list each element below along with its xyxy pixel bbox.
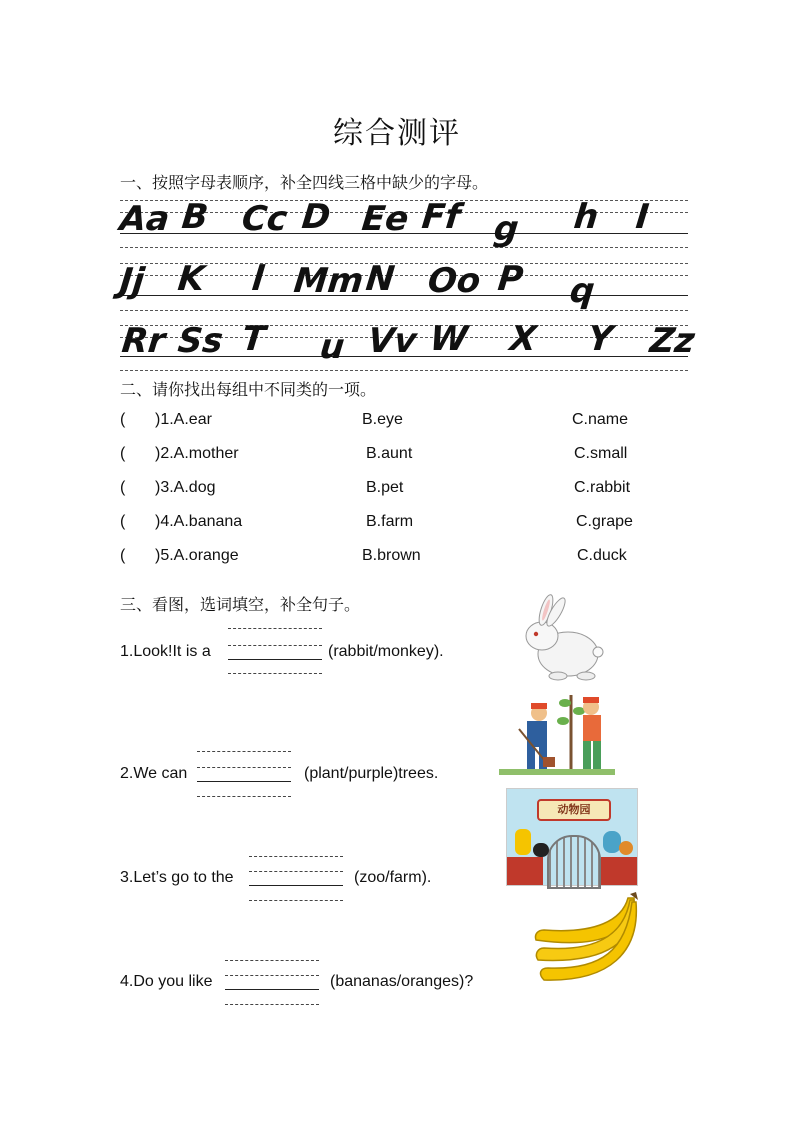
letter-glyph: Zz: [647, 321, 697, 361]
letter-glyph: D: [299, 197, 333, 237]
letter-glyph: Oo: [425, 261, 483, 301]
letter-glyph: Aa: [117, 199, 172, 239]
lion-icon: [619, 841, 633, 855]
letter-glyph: T: [239, 319, 268, 359]
gate-wall-right: [601, 857, 637, 885]
giraffe-icon: [515, 829, 531, 855]
section1-heading: 一、按照字母表顺序，补全四线三格中缺少的字母。: [120, 173, 489, 192]
answer-paren[interactable]: (: [120, 479, 126, 496]
sentence-prefix: 4.Do you like: [120, 973, 213, 990]
letter-glyph: Jj: [117, 261, 147, 301]
zoo-sign: 动物园: [537, 799, 611, 821]
letter-glyph: Vv: [365, 321, 419, 361]
letter-glyph: I: [633, 197, 651, 237]
zoo-image: [506, 788, 638, 886]
option-b: B.aunt: [366, 445, 413, 462]
panda-icon: [533, 843, 549, 857]
sentence-prefix: 1.Look!It is a: [120, 643, 211, 660]
section2-heading: 二、请你找出每组中不同类的一项。: [120, 380, 377, 399]
letter-glyph: K: [175, 259, 207, 299]
letter-glyph: q: [567, 271, 597, 311]
letter-glyph: Rr: [119, 321, 168, 361]
letter-glyph: B: [179, 197, 211, 237]
option-c: C.grape: [576, 513, 633, 530]
page-title: 综合测评: [333, 116, 461, 151]
option-b: B.pet: [366, 479, 404, 496]
answer-paren[interactable]: (: [120, 513, 126, 530]
letter-glyph: Ff: [419, 197, 463, 237]
letter-glyph: Mm: [291, 261, 366, 301]
answer-paren[interactable]: (: [120, 445, 126, 462]
letter-glyph: Cc: [239, 199, 290, 239]
letter-glyph: W: [427, 319, 470, 359]
option-b: B.brown: [362, 547, 421, 564]
gate-wall-left: [507, 857, 543, 885]
option-a: )2.A.mother: [155, 445, 239, 462]
sentence-suffix: (rabbit/monkey).: [328, 643, 444, 660]
option-a: )3.A.dog: [155, 479, 216, 496]
letter-glyph: Ee: [359, 199, 411, 239]
sentence-suffix: (plant/purple)trees.: [304, 765, 439, 782]
letter-glyph: P: [495, 259, 526, 299]
letter-glyph: X: [507, 319, 539, 359]
sentence-suffix: (zoo/farm).: [354, 869, 432, 886]
zoo-gate: [547, 835, 601, 889]
letter-glyph: g: [491, 209, 521, 249]
option-a: )5.A.orange: [155, 547, 239, 564]
answer-paren[interactable]: (: [120, 411, 126, 428]
letter-glyph: h: [571, 197, 601, 237]
letter-glyph: Ss: [175, 321, 225, 361]
section3-heading: 三、看图，选词填空，补全句子。: [120, 595, 361, 614]
option-c: C.small: [574, 445, 628, 462]
option-c: C.duck: [577, 547, 627, 564]
letter-glyph: N: [363, 259, 397, 299]
option-b: B.eye: [362, 411, 403, 428]
option-b: B.farm: [366, 513, 414, 530]
planting-trees-image: [499, 685, 615, 777]
letter-glyph: u: [317, 327, 347, 367]
option-c: C.rabbit: [574, 479, 631, 496]
letter-glyph: Y: [585, 319, 615, 359]
rabbit-image: [508, 592, 604, 688]
sentence-prefix: 3.Let’s go to the: [120, 869, 234, 886]
sentence-prefix: 2.We can: [120, 765, 188, 782]
option-a: )1.A.ear: [155, 411, 212, 428]
letter-glyph: l: [249, 259, 266, 299]
bananas-image: [526, 890, 644, 986]
option-c: C.name: [572, 411, 629, 428]
answer-paren[interactable]: (: [120, 547, 126, 564]
option-a: )4.A.banana: [155, 513, 243, 530]
sentence-suffix: (bananas/oranges)?: [330, 973, 474, 990]
